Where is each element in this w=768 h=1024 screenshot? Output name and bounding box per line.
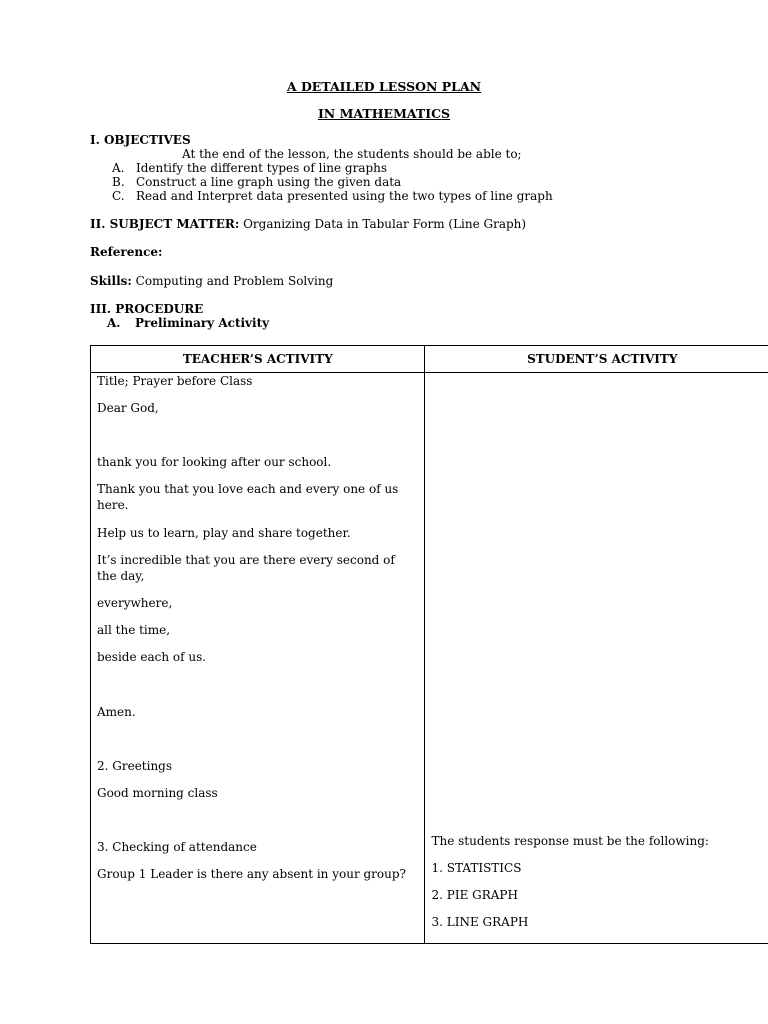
list-marker: B. xyxy=(112,175,125,189)
list-marker: A. xyxy=(107,316,121,330)
subject-matter xyxy=(90,217,526,231)
objective-text: Construct a line graph using the given data xyxy=(136,175,402,189)
table-header-row xyxy=(91,346,768,373)
objectives-list xyxy=(112,161,553,203)
list-marker: C. xyxy=(112,189,125,203)
objective-text: Identify the different types of line graphs xyxy=(136,161,388,175)
teacher-line: Title; Prayer before Class xyxy=(97,374,253,388)
procedure-subheading xyxy=(107,316,269,330)
teacher-line: 3. Checking of attendance xyxy=(97,840,257,854)
teacher-line: Thank you that you love each and every one of us here. xyxy=(97,482,399,512)
teacher-line: all the time, xyxy=(97,623,171,637)
student-line: The students response must be the following: xyxy=(431,834,709,848)
teacher-line: Group 1 Leader is there any absent in your group? xyxy=(97,867,406,881)
teacher-activity-cell xyxy=(91,373,425,944)
teacher-line: Dear God, xyxy=(97,401,159,415)
teacher-line: everywhere, xyxy=(97,596,173,610)
activity-table xyxy=(90,345,768,944)
teacher-line: Good morning class xyxy=(97,786,218,800)
student-line: 1. STATISTICS xyxy=(431,861,522,875)
teacher-line: Help us to learn, play and share together. xyxy=(97,526,351,540)
student-line: 3. LINE GRAPH xyxy=(431,915,529,929)
skills xyxy=(90,274,333,288)
table-row xyxy=(91,373,768,944)
list-item xyxy=(112,175,553,189)
subject-matter-value: Organizing Data in Tabular Form (Line Graph) xyxy=(239,217,527,231)
skills-label: Skills: xyxy=(90,274,132,288)
student-activity-cell xyxy=(425,373,768,944)
teacher-line: It’s incredible that you are there every second of the day, xyxy=(97,553,395,583)
teacher-line: thank you for looking after our school. xyxy=(97,455,332,469)
document-subtitle: IN MATHEMATICS xyxy=(317,106,451,121)
objective-text: Read and Interpret data presented using the two types of line graph xyxy=(136,189,553,203)
teacher-line: 2. Greetings xyxy=(97,759,173,773)
subject-matter-label: II. SUBJECT MATTER: xyxy=(90,217,240,231)
skills-value: Computing and Problem Solving xyxy=(131,274,334,288)
objectives-heading: I. OBJECTIVES xyxy=(90,133,191,147)
document-title: A DETAILED LESSON PLAN xyxy=(286,79,482,94)
list-item xyxy=(112,161,553,175)
teacher-line: beside each of us. xyxy=(97,650,207,664)
student-line: 2. PIE GRAPH xyxy=(431,888,518,902)
teacher-activity-header: TEACHER’S ACTIVITY xyxy=(91,346,425,373)
subheading-text: Preliminary Activity xyxy=(135,316,270,330)
reference-label: Reference: xyxy=(90,245,163,259)
list-item xyxy=(112,189,553,203)
procedure-heading: III. PROCEDURE xyxy=(90,302,204,316)
list-marker: A. xyxy=(112,161,125,175)
student-activity-header: STUDENT’S ACTIVITY xyxy=(425,346,768,373)
objectives-intro: At the end of the lesson, the students should be able to; xyxy=(182,147,522,161)
teacher-line: Amen. xyxy=(97,705,136,719)
